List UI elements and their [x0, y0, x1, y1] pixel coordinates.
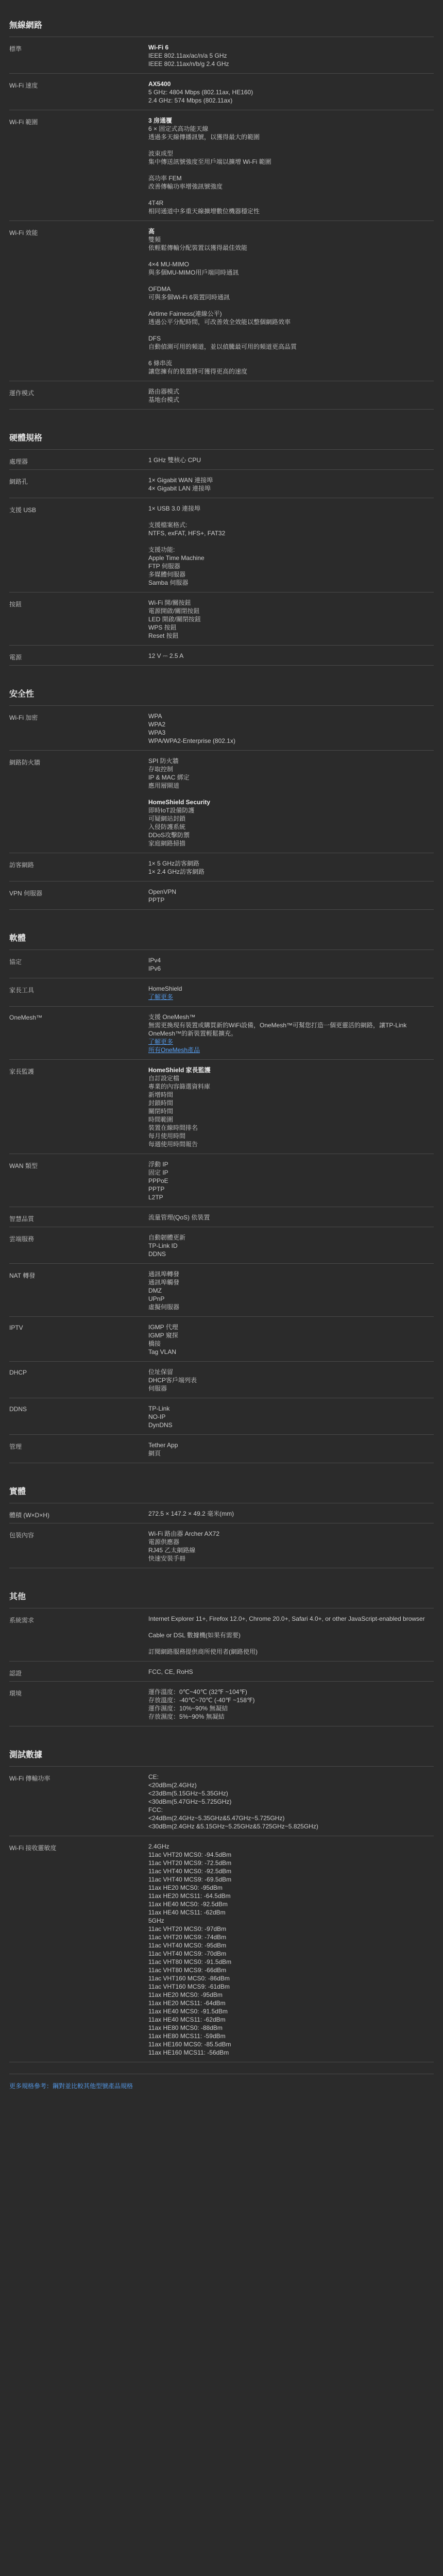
spec-row: [9, 750, 434, 853]
spec-value: [148, 592, 434, 645]
spec-line: Reset 按鈕: [148, 632, 179, 639]
spec-row: [9, 1263, 434, 1316]
spec-line: L2TP: [148, 1194, 163, 1201]
spec-line: 11ax HE20 MCS11: -64dBm: [148, 1999, 226, 2007]
spec-line: [148, 191, 434, 199]
spec-line: 裝置在線時間排名: [148, 1124, 198, 1131]
spec-line: 通訊埠轉發: [148, 1270, 180, 1278]
spec-line: FCC, CE, RoHS: [148, 1668, 193, 1675]
spec-line: 可疑網站封鎖: [148, 815, 186, 822]
spec-line: DFS: [148, 335, 161, 342]
spec-line: 6 × 固定式高功能天線: [148, 125, 209, 132]
spec-line: 每週使用時間報告: [148, 1141, 198, 1148]
spec-line: HomeShield: [148, 985, 182, 992]
spec-heading: HomeShield 家長監護: [148, 1066, 211, 1074]
spec-line: 11ac VHT40 MCS0: -95dBm: [148, 1942, 227, 1949]
spec-value: [148, 1435, 434, 1463]
spec-heading: HomeShield Security: [148, 799, 211, 806]
spec-label: 包裝內容: [9, 1532, 35, 1539]
spec-line: 5 GHz: 4804 Mbps (802.11ax, HE160): [148, 89, 253, 96]
spec-row: [9, 1207, 434, 1227]
compare-models-link[interactable]: 更多規格參考：鋼對並比較其他型號產品規格: [9, 2074, 434, 2097]
spec-line: WPA/WPA2-Enterprise (802.1x): [148, 737, 235, 744]
spec-line: IPv6: [148, 965, 161, 972]
spec-line: 11ac VHT40 MCS0: -92.5dBm: [148, 1868, 232, 1875]
spec-line: 多媒體伺服器: [148, 571, 186, 578]
spec-label: 處理器: [9, 458, 28, 465]
spec-line: 波束成型: [148, 150, 174, 157]
spec-label: 認證: [9, 1670, 22, 1677]
spec-line: 時間範圍: [148, 1116, 174, 1123]
spec-line: <24dBm(2.4GHz~5.35GHz&5.47GHz~5.725GHz): [148, 1815, 285, 1822]
spec-line: 可與多個Wi-Fi 6裝置同時通訊: [148, 294, 230, 301]
spec-line: Wi-Fi 路由器 Archer AX72: [148, 1530, 220, 1537]
spec-line: 4× Gigabit LAN 連接埠: [148, 485, 211, 492]
spec-line: Wi-Fi 開/關按鈕: [148, 599, 191, 606]
spec-line: 改善傳輸功率增強訊號強度: [148, 183, 223, 190]
spec-value: [148, 1264, 434, 1316]
spec-line: 固定 IP: [148, 1169, 168, 1176]
spec-line: Tag VLAN: [148, 1348, 177, 1355]
spec-row: [9, 110, 434, 221]
spec-line: PPPoE: [148, 1177, 168, 1184]
spec-line: RJ45 乙太網路線: [148, 1547, 196, 1554]
spec-line: 11ac VHT20 MCS0: -94.5dBm: [148, 1851, 232, 1858]
spec-row: [9, 853, 434, 881]
spec-row: [9, 37, 434, 73]
spec-line: <20dBm(2.4GHz): [148, 1782, 197, 1789]
spec-label: 家長監護: [9, 1068, 35, 1075]
spec-line: 運作濕度：10%~90% 無凝結: [148, 1705, 228, 1712]
spec-line: DynDNS: [148, 1421, 173, 1429]
spec-row: [9, 645, 434, 666]
spec-value: [148, 1398, 434, 1434]
spec-line: 浮動 IP: [148, 1161, 168, 1168]
spec-line: 11ax HE160 MCS0: -85.5dBm: [148, 2041, 231, 2048]
spec-line: DMZ: [148, 1287, 162, 1294]
spec-row: [9, 881, 434, 910]
spec-value: [148, 1154, 434, 1207]
spec-line: WPA3: [148, 729, 166, 736]
spec-line: 雙頻: [148, 236, 161, 243]
spec-line: Samba 伺服器: [148, 579, 189, 586]
spec-line: 虛擬伺服器: [148, 1303, 180, 1311]
spec-line: 2.4 GHz: 574 Mbps (802.11ax): [148, 97, 233, 104]
spec-line: 新增時間: [148, 1091, 174, 1098]
spec-line: PPTP: [148, 1185, 165, 1193]
spec-line: [148, 326, 434, 334]
spec-row: [9, 1434, 434, 1463]
spec-label: IPTV: [9, 1324, 23, 1331]
spec-value: [148, 1608, 434, 1661]
spec-label: 雲端服務: [9, 1235, 35, 1243]
spec-row: [9, 1608, 434, 1661]
spec-line: 11ac VHT80 MCS0: -91.5dBm: [148, 1958, 232, 1965]
spec-line: 網頁: [148, 1450, 161, 1457]
spec-line: 12 V ⎓ 2.5 A: [148, 652, 184, 659]
spec-row: [9, 1661, 434, 1681]
spec-value: [148, 1060, 434, 1154]
spec-label: OneMesh™: [9, 1014, 43, 1021]
spec-label: 訪客網路: [9, 861, 35, 869]
spec-line: Tether App: [148, 1442, 178, 1449]
spec-line: 11ac VHT40 MCS9: -69.5dBm: [148, 1876, 232, 1883]
spec-line: 11ax HE40 MCS11: -62dBm: [148, 2016, 226, 2023]
spec-row: [9, 950, 434, 978]
spec-label: 支援 USB: [9, 506, 37, 514]
spec-line: 透過公平分配時間，可改善效全效能以整個網路效率: [148, 318, 291, 326]
spec-line: 封鎖時間: [148, 1099, 174, 1107]
spec-line: 通訊埠觸發: [148, 1279, 180, 1286]
spec-row: [9, 592, 434, 645]
spec-line: 位址保留: [148, 1368, 174, 1376]
spec-line: <30dBm(5.47GHz~5.725GHz): [148, 1798, 232, 1805]
spec-value: [148, 1007, 434, 1059]
spec-row: [9, 1361, 434, 1398]
section-title: 無線網路: [9, 21, 43, 30]
spec-value: [148, 1362, 434, 1398]
spec-line: 存放溫度：-40℃~70℃ (-40℉ ~158℉): [148, 1697, 255, 1704]
spec-line: Apple Time Machine: [148, 554, 205, 562]
spec-line: OFDMA: [148, 285, 171, 293]
spec-line: 存取控制: [148, 766, 174, 773]
spec-line: 流量管理(QoS) 依裝置: [148, 1214, 210, 1221]
spec-label: 運作模式: [9, 389, 35, 397]
spec-line: Cable or DSL 數據機(如果有需要): [148, 1632, 241, 1639]
spec-value: [148, 470, 434, 498]
spec-line: IP & MAC 綁定: [148, 774, 190, 781]
spec-line: SPI 防火牆: [148, 757, 179, 765]
spec-row: [9, 1154, 434, 1207]
section-title: 硬體規格: [9, 434, 43, 443]
spec-line: Airtime Fairness(連線公平): [148, 310, 222, 317]
spec-line: 支援檔案格式:: [148, 521, 188, 529]
spec-line: 橋接: [148, 1340, 161, 1347]
spec-row: [9, 1316, 434, 1361]
spec-row: [9, 1059, 434, 1154]
spec-line: WPS 按鈕: [148, 624, 177, 631]
spec-line: DDNS: [148, 1250, 166, 1258]
spec-line: 1× 2.4 GHz訪客網路: [148, 868, 205, 875]
spec-label: Wi-Fi 範圍: [9, 118, 38, 126]
spec-line: 11ax HE160 MCS11: -56dBm: [148, 2049, 229, 2056]
spec-label: 協定: [9, 958, 22, 965]
spec-line: TP-Link ID: [148, 1242, 178, 1249]
spec-line: 與多個MU-MIMO用戶端同時通訊: [148, 269, 239, 276]
spec-heading: AX5400: [148, 80, 171, 88]
spec-value: [148, 1523, 434, 1568]
spec-row: [9, 1227, 434, 1263]
spec-line: NTFS, exFAT, HFS+, FAT32: [148, 530, 226, 537]
spec-value: [148, 1317, 434, 1361]
spec-line: [148, 141, 434, 149]
spec-line: 電源供應器: [148, 1538, 180, 1546]
learn-more-link[interactable]: 了解更多: [148, 993, 174, 1001]
spec-line: 專業的內容篩選資料庫: [148, 1083, 211, 1090]
learn-more-link[interactable]: 了解更多: [148, 1038, 174, 1045]
spec-heading: Wi-Fi 6: [148, 44, 169, 51]
spec-line: 路由器模式: [148, 388, 180, 395]
spec-line: WPA: [148, 713, 162, 720]
spec-line: 4T4R: [148, 199, 164, 207]
spec-line: 支援 OneMesh™: [148, 1013, 196, 1021]
spec-line: 相同通道中多重天線擴增數位機器穩定性: [148, 208, 260, 215]
spec-line: 透過多天線傳播訊號，以獲得最大的範圍: [148, 133, 260, 141]
spec-line: [148, 537, 434, 546]
spec-value: [148, 646, 434, 665]
spec-label: DHCP: [9, 1369, 27, 1376]
spec-line: 關閉時間: [148, 1108, 174, 1115]
spec-line: 支援功能:: [148, 546, 175, 553]
spec-label: 網路孔: [9, 478, 28, 485]
spec-line: 1× USB 3.0 連接埠: [148, 505, 201, 512]
spec-heading: 高: [148, 228, 155, 235]
spec-line: 11ac VHT80 MCS9: -66dBm: [148, 1967, 227, 1974]
spec-line: 11ac VHT20 MCS9: -74dBm: [148, 1934, 227, 1941]
spec-line: 自訂設定檔: [148, 1075, 180, 1082]
spec-line: 11ac VHT20 MCS0: -97dBm: [148, 1925, 227, 1933]
spec-line: [148, 790, 434, 798]
spec-value: [148, 1836, 434, 2062]
spec-value: [148, 1227, 434, 1263]
spec-line: 基地台模式: [148, 396, 180, 403]
spec-line: Internet Explorer 11+, Firefox 12.0+, Chrome 20.0+, Safari 4.0+, or other JavaScript-enabled browser: [148, 1615, 425, 1622]
spec-line: NO-IP: [148, 1413, 166, 1420]
spec-value: [148, 853, 434, 881]
spec-row: [9, 1523, 434, 1568]
spec-line: PPTP: [148, 896, 165, 904]
spec-line: DDoS攻擊防禦: [148, 832, 190, 839]
spec-value: [148, 450, 434, 469]
spec-line: 訂閱網路服務提供商所使用者(網路使用): [148, 1648, 258, 1655]
spec-label: 標準: [9, 45, 22, 53]
spec-label: WAN 類型: [9, 1162, 38, 1170]
spec-line: 自動偵測可用的頻道，並以偵騰最可用的頻道更高品質: [148, 343, 297, 350]
spec-line: 11ax HE40 MCS0: -91.5dBm: [148, 2008, 228, 2015]
spec-row: [9, 705, 434, 750]
spec-line: 11ac VHT160 MCS0: -86dBm: [148, 1975, 230, 1982]
spec-value: [148, 1682, 434, 1726]
spec-line: 2.4GHz: [148, 1843, 169, 1850]
spec-value: [148, 381, 434, 409]
spec-label: 環境: [9, 1690, 22, 1697]
spec-label: Wi-Fi 加密: [9, 714, 38, 721]
spec-value: [148, 978, 434, 1006]
spec-line: 無需更換現有裝置或購買新的WiFi設備，OneMesh™可幫您打造一個更靈活的網路，讓TP-Link OneMesh™的新裝置輕鬆擴充。: [148, 1022, 408, 1037]
spec-row: [9, 1766, 434, 1836]
spec-label: 網路防火牆: [9, 759, 41, 766]
spec-value: [148, 1207, 434, 1227]
spec-line: [148, 513, 434, 521]
spec-line: 11ax HE20 MCS11: -64.5dBm: [148, 1892, 231, 1900]
spec-line: CE:: [148, 1773, 159, 1781]
spec-line: 電源開啟/關閉按鈕: [148, 607, 200, 615]
spec-line: 每月使用時間: [148, 1132, 186, 1140]
spec-line: 11ac VHT20 MCS9: -72.5dBm: [148, 1859, 232, 1867]
spec-label: Wi-Fi 效能: [9, 229, 38, 236]
spec-row: [9, 978, 434, 1006]
spec-row: [9, 1398, 434, 1434]
spec-line: UPnP: [148, 1295, 165, 1302]
spec-row: [9, 469, 434, 498]
spec-line: FCC:: [148, 1806, 163, 1814]
spec-label: Wi-Fi 傳輸功率: [9, 1775, 50, 1782]
spec-line: 11ax HE20 MCS0: -95dBm: [148, 1991, 223, 1998]
spec-value: [148, 37, 434, 73]
spec-heading: 3 房通覆: [148, 117, 173, 124]
spec-line: IGMP 代理: [148, 1324, 178, 1331]
spec-label: 系統需求: [9, 1617, 35, 1624]
spec-line: LED 開啟/關閉按鈕: [148, 616, 201, 623]
spec-row: [9, 1006, 434, 1059]
section-title: 測試數據: [9, 1751, 43, 1759]
spec-line: 即時IoT設備防護: [148, 807, 195, 814]
spec-label: Wi-Fi 接收靈敏度: [9, 1844, 57, 1852]
section-title: 其他: [9, 1592, 26, 1601]
spec-label: 按鈕: [9, 601, 22, 608]
spec-line: 入侵防護系統: [148, 823, 186, 831]
spec-value: [148, 221, 434, 381]
spec-value: [148, 882, 434, 909]
spec-line: FTP 伺服器: [148, 563, 180, 570]
spec-value: [148, 950, 434, 978]
spec-label: 體積 (W×D×H): [9, 1512, 50, 1519]
spec-line: OpenVPN: [148, 888, 177, 895]
spec-line: 集中傳送訊號強度至用戶端以擴增 Wi-Fi 範圍: [148, 158, 271, 165]
spec-value: [148, 751, 434, 853]
spec-line: IEEE 802.11ax/ac/n/a 5 GHz: [148, 52, 227, 59]
spec-row: [9, 1503, 434, 1523]
spec-line: [148, 252, 434, 260]
spec-line: 272.5 × 147.2 × 49.2 毫米(mm): [148, 1510, 234, 1517]
spec-row: [9, 381, 434, 410]
spec-line: [148, 1639, 434, 1648]
spec-row: [9, 498, 434, 592]
spec-line: 5GHz: [148, 1917, 164, 1924]
spec-line: [148, 1623, 434, 1631]
spec-line: IEEE 802.11ax/n/b/g 2.4 GHz: [148, 60, 229, 67]
spec-line: 依輕鬆傳輸分配裝置以獲得最佳效能: [148, 244, 248, 251]
spec-label: NAT 轉發: [9, 1272, 36, 1279]
spec-value: [148, 110, 434, 221]
learn-more-link[interactable]: 所有OneMesh產品: [148, 1046, 200, 1054]
spec-line: [148, 277, 434, 285]
spec-line: 11ax HE80 MCS0: -88dBm: [148, 2024, 223, 2031]
spec-value: [148, 706, 434, 750]
spec-label: Wi-Fi 速度: [9, 82, 38, 89]
spec-line: WPA2: [148, 721, 166, 728]
spec-value: [148, 1662, 434, 1681]
spec-line: 6 條串流: [148, 360, 173, 367]
spec-line: [148, 351, 434, 359]
spec-line: 11ax HE20 MCS0: -95dBm: [148, 1884, 223, 1891]
spec-line: 讓您擁有的裝置將可獲得更高的速度: [148, 368, 248, 375]
spec-line: 伺服器: [148, 1385, 167, 1392]
spec-line: 11ac VHT40 MCS9: -70dBm: [148, 1950, 227, 1957]
spec-line: 高功率 FEM: [148, 175, 182, 182]
spec-line: 1× 5 GHz訪客網路: [148, 860, 200, 867]
spec-value: [148, 498, 434, 592]
spec-row: [9, 449, 434, 469]
spec-line: 家庭網路掃描: [148, 840, 186, 847]
spec-value: [148, 74, 434, 110]
spec-line: TP-Link: [148, 1405, 170, 1412]
spec-label: DDNS: [9, 1405, 27, 1413]
spec-line: <23dBm(5.15GHz~5.35GHz): [148, 1790, 228, 1797]
spec-line: IGMP 窺探: [148, 1332, 178, 1339]
section-title: 安全性: [9, 690, 35, 699]
spec-line: 11ac VHT160 MCS9: -61dBm: [148, 1983, 230, 1990]
spec-line: [148, 301, 434, 310]
spec-line: 快速安裝手冊: [148, 1555, 186, 1562]
spec-line: [148, 166, 434, 174]
spec-line: 4×4 MU-MIMO: [148, 261, 190, 268]
section-title: 實體: [9, 1487, 26, 1496]
spec-line: 11ax HE80 MCS11: -59dBm: [148, 2032, 226, 2040]
spec-label: 電源: [9, 654, 22, 661]
spec-line: IPv4: [148, 957, 161, 964]
spec-label: 智慧品質: [9, 1215, 35, 1223]
spec-line: 運作溫度：0℃~40℃ (32℉ ~104℉): [148, 1688, 247, 1696]
spec-line: 11ax HE40 MCS11: -62dBm: [148, 1909, 226, 1916]
spec-line: 1 GHz 雙核心 CPU: [148, 456, 201, 464]
spec-line: 應用層閘道: [148, 782, 180, 789]
spec-row: [9, 73, 434, 110]
spec-line: DHCP客戶端列表: [148, 1377, 197, 1384]
spec-label: 管理: [9, 1443, 22, 1450]
spec-label: 家長工具: [9, 987, 35, 994]
spec-line: 存放濕度：5%~90% 無凝結: [148, 1713, 225, 1720]
spec-row: [9, 221, 434, 381]
spec-line: 11ax HE40 MCS0: -92.5dBm: [148, 1901, 228, 1908]
spec-line: <30dBm(2.4GHz &5.15GHz~5.25GHz&5.725GHz~5.825GHz): [148, 1823, 318, 1830]
spec-line: 1× Gigabit WAN 連接埠: [148, 477, 213, 484]
spec-value: [148, 1503, 434, 1523]
spec-row: [9, 1836, 434, 2062]
section-title: 軟體: [9, 934, 26, 943]
spec-label: VPN 伺服器: [9, 890, 43, 897]
spec-value: [148, 1767, 434, 1836]
spec-row: [9, 1681, 434, 1726]
spec-line: 自動韌體更新: [148, 1234, 186, 1241]
